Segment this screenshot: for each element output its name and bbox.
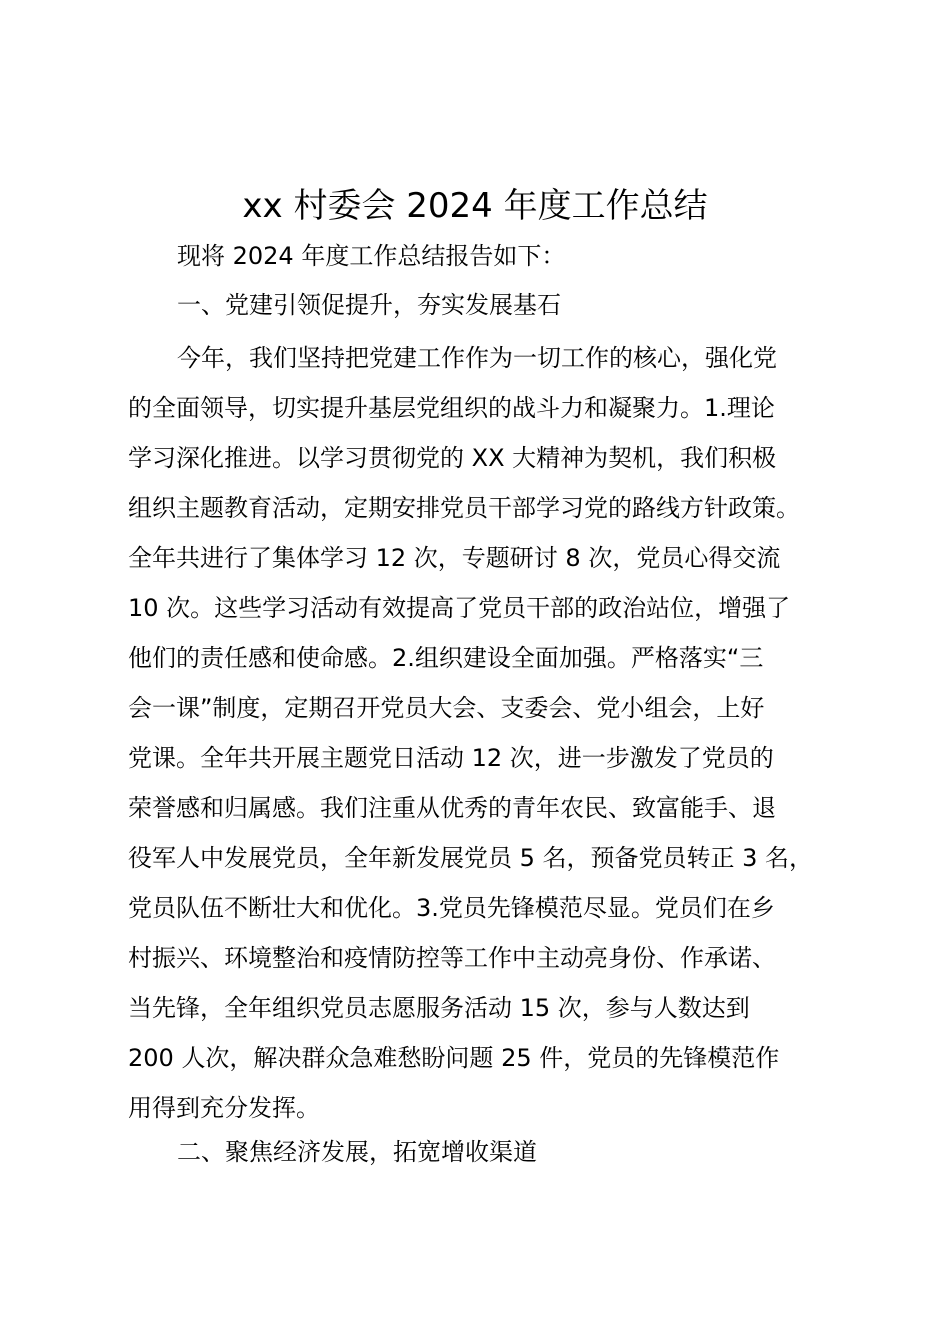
section-2-heading: 二、聚焦经济发展，拓宽增收渠道: [177, 1138, 537, 1166]
document-title: xx 村委会 2024 年度工作总结: [242, 186, 708, 226]
body-line: 200 人次，解决群众急难愁盼问题 25 件，党员的先锋模范作: [128, 1044, 780, 1072]
intro-paragraph: 现将 2024 年度工作总结报告如下：: [177, 242, 566, 270]
body-line: 今年，我们坚持把党建工作作为一切工作的核心，强化党: [177, 344, 777, 372]
body-line: 他们的责任感和使命感。2.组织建设全面加强。严格落实“三: [128, 644, 764, 672]
body-line: 党课。全年共开展主题党日活动 12 次，进一步激发了党员的: [128, 744, 774, 772]
body-line: 组织主题教育活动，定期安排党员干部学习党的路线方针政策。: [128, 494, 800, 522]
body-line: 的全面领导，切实提升基层党组织的战斗力和凝聚力。1.理论: [128, 394, 775, 422]
body-line: 役军人中发展党员，全年新发展党员 5 名，预备党员转正 3 名，: [128, 844, 814, 872]
section-1-body: [128, 333, 858, 1133]
body-line: 荣誉感和归属感。我们注重从优秀的青年农民、致富能手、退: [128, 794, 776, 822]
body-line: 学习深化推进。以学习贯彻党的 XX 大精神为契机，我们积极: [128, 444, 777, 472]
body-line: 当先锋，全年组织党员志愿服务活动 15 次，参与人数达到: [128, 994, 750, 1022]
body-line: 用得到充分发挥。: [128, 1094, 320, 1122]
body-line: 全年共进行了集体学习 12 次，专题研讨 8 次，党员心得交流: [128, 544, 781, 572]
section-1-heading: 一、党建引领促提升，夯实发展基石: [177, 291, 561, 319]
body-line: 党员队伍不断壮大和优化。3.党员先锋模范尽显。党员们在乡: [128, 894, 775, 922]
body-line: 会一课”制度，定期召开党员大会、支委会、党小组会，上好: [128, 694, 765, 722]
body-line: 10 次。这些学习活动有效提高了党员干部的政治站位，增强了: [128, 594, 791, 622]
body-line: 村振兴、环境整治和疫情防控等工作中主动亮身份、作承诺、: [128, 944, 776, 972]
